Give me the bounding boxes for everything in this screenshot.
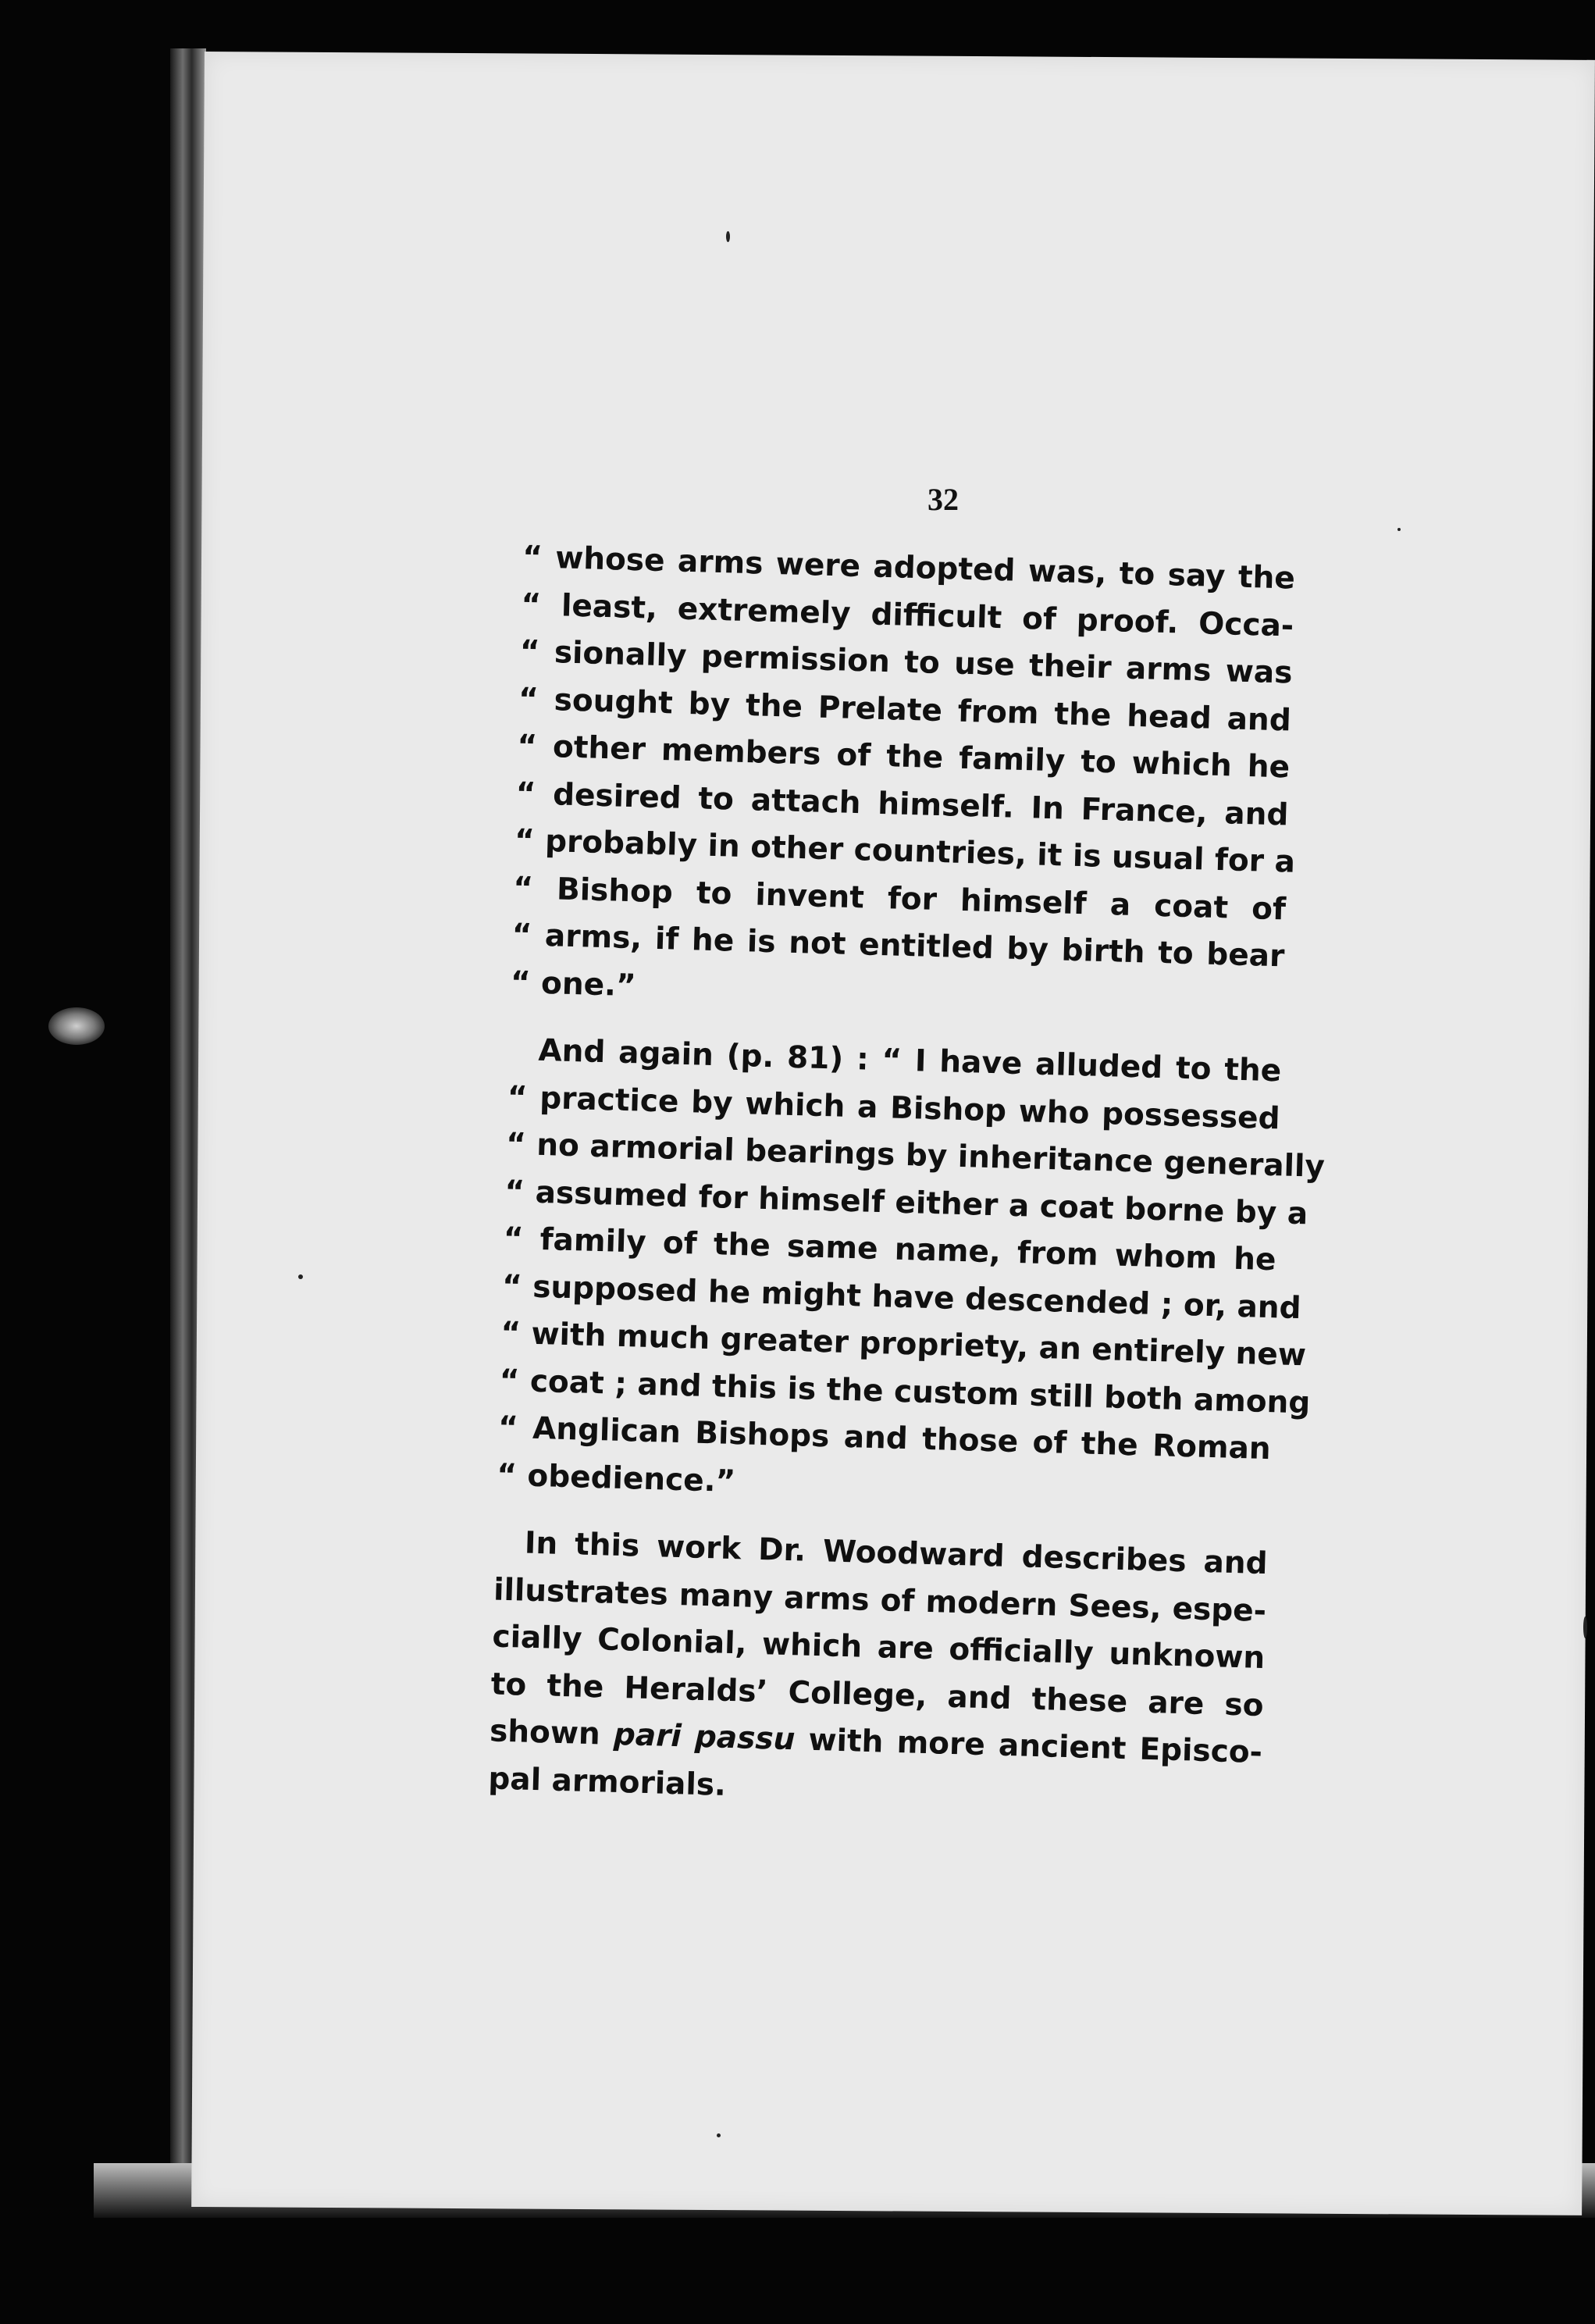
text-line: cially Colonial, which are officially unknown <box>491 1619 1266 1677</box>
text-line: “ obedience.” <box>496 1457 736 1499</box>
text-line: “ Bishop to invent for himself a coat of <box>512 870 1287 927</box>
paragraph-1 <box>510 534 1296 1028</box>
scan-blot <box>48 1007 105 1045</box>
text-line: “ family of the same name, from whom he <box>503 1221 1277 1278</box>
scan-speck <box>717 2133 721 2137</box>
text-line: “ no armorial bearings by inheritance generally <box>505 1126 1326 1185</box>
text-line: pal armorials. <box>487 1760 727 1803</box>
text-line: “ assumed for himself either a coat borne by a <box>504 1174 1308 1232</box>
scan-speck <box>726 231 730 242</box>
text-line: “ desired to attach himself. In France, and <box>515 775 1289 833</box>
text-line: “ one.” <box>510 964 637 1003</box>
text-fragment: with more ancient Episco- <box>794 1722 1263 1771</box>
text-line: “ other members of the family to which he <box>516 728 1291 786</box>
text-line: “ probably in other countries, it is usual for a <box>514 822 1296 880</box>
text-line: to the Heralds’ College, and these are so <box>490 1666 1265 1723</box>
page-body-text <box>487 534 1326 1824</box>
paragraph-2 <box>496 1027 1326 1520</box>
scan-speck <box>298 1274 303 1279</box>
text-line: “ Anglican Bishops and those of the Roman <box>497 1410 1272 1467</box>
text-line: “ coat ; and this is the custom still both among <box>499 1363 1311 1421</box>
scan-speck <box>1583 1616 1587 1638</box>
scan-speck <box>1397 528 1401 531</box>
italic-phrase: pari passu <box>613 1716 796 1758</box>
text-line: “ least, extremely difficult of proof. Occa- <box>520 586 1294 644</box>
text-line: “ sought by the Prelate from the head and <box>518 681 1292 739</box>
text-line: “ supposed he might have descended ; or, and <box>501 1268 1302 1326</box>
text-line: And again (p. 81) : “ I have alluded to the <box>537 1032 1282 1089</box>
paragraph-3 <box>488 1520 1269 1825</box>
text-line: “ with much greater propriety, an entirely new <box>500 1315 1307 1374</box>
text-line: “ whose arms were adopted was, to say the <box>522 539 1296 597</box>
text-line: In this work Dr. Woodward describes and <box>524 1525 1269 1582</box>
text-line: “ sionally permission to use their arms was <box>519 633 1294 691</box>
text-line: illustrates many arms of modern Sees, espe- <box>493 1571 1267 1629</box>
page-number: 32 <box>927 482 959 517</box>
text-fragment: shown <box>489 1713 614 1752</box>
text-line: “ practice by which a Bishop who possessed <box>507 1079 1281 1136</box>
text-line: “ arms, if he is not entitled by birth to bear <box>511 917 1285 975</box>
